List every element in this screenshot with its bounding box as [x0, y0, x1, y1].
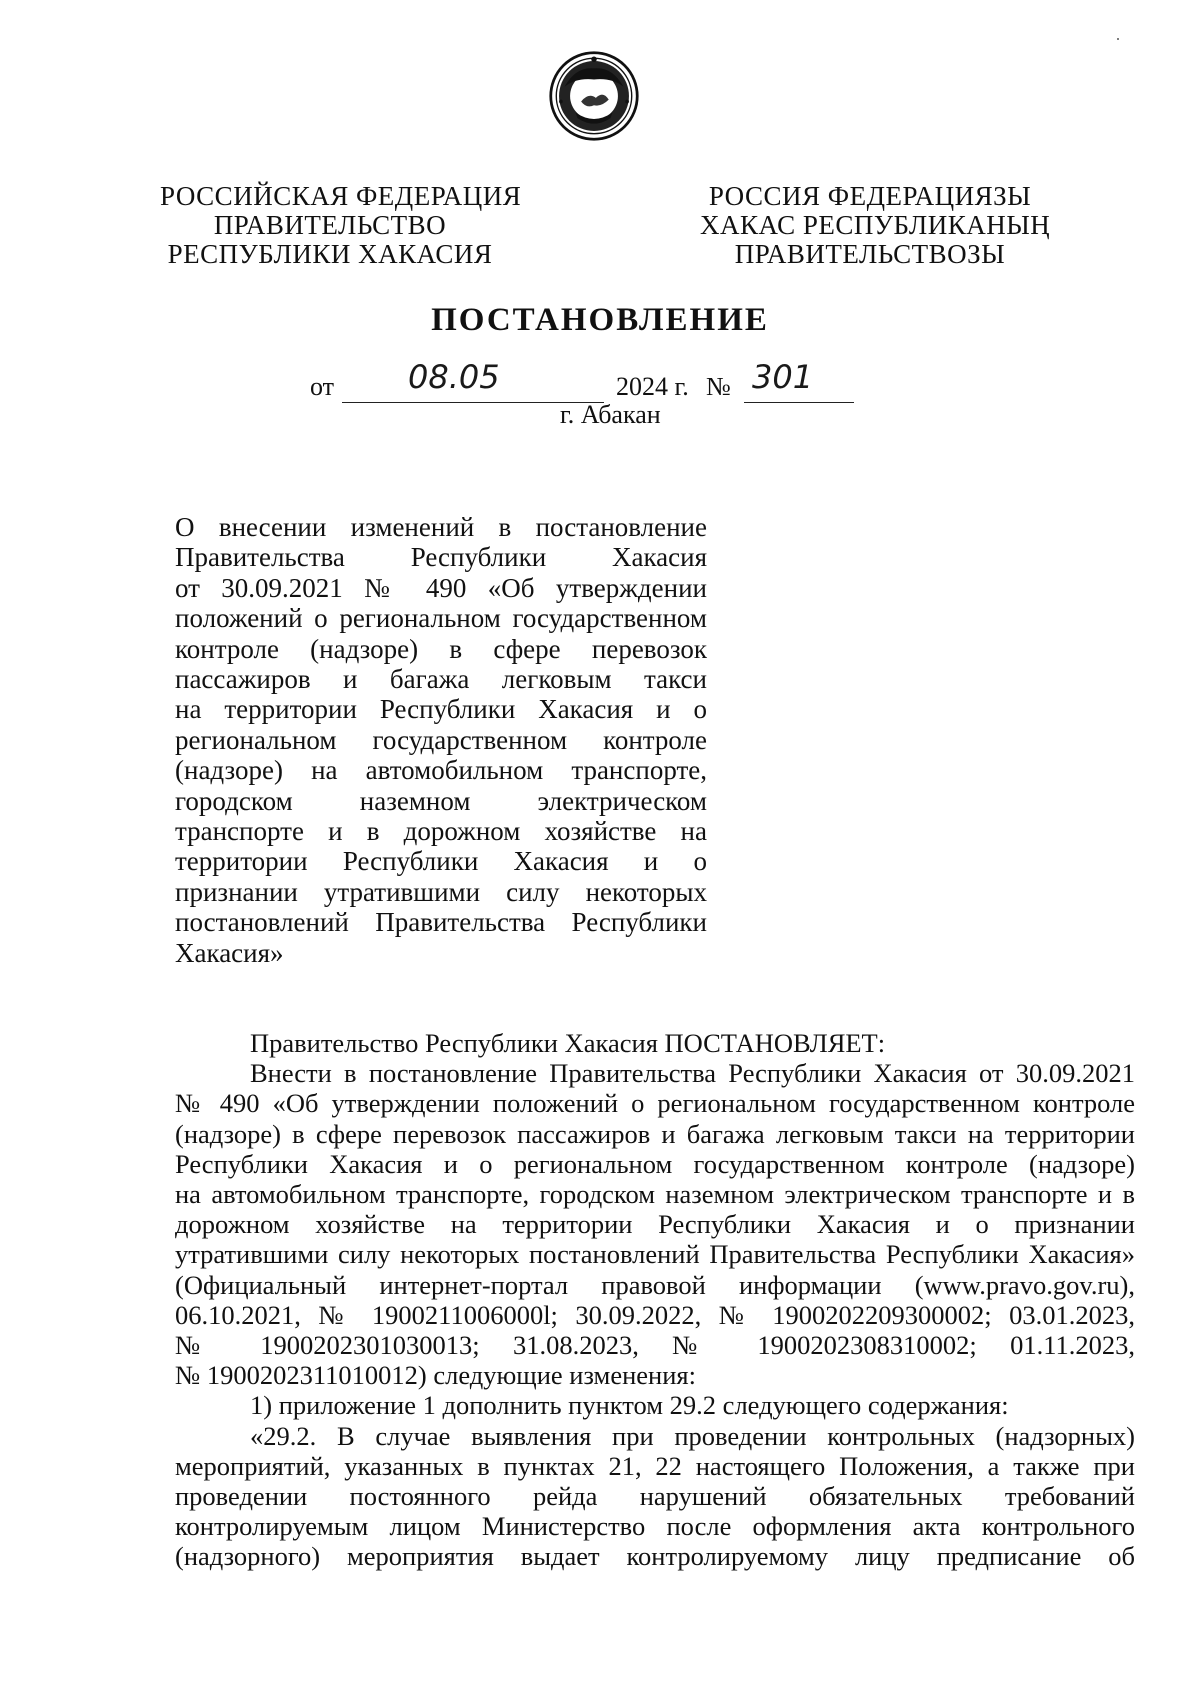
- number-label: №: [706, 372, 731, 401]
- document-title: ПОСТАНОВЛЕНИЕ: [431, 302, 769, 338]
- body-line: № 1900202301030013; 31.08.2023, № 1900202308310002; 01.11.2023,: [175, 1330, 1135, 1361]
- subject-line: О внесении изменений в постановление: [175, 512, 707, 542]
- body-line: (надзоре) в сфере перевозок пассажиров и багажа легковым такси на территории: [175, 1118, 1135, 1149]
- body-line: 1) приложение 1 дополнить пунктом 29.2 следующего содержания:: [250, 1390, 1009, 1421]
- body-line: на автомобильном транспорте, городском наземном электрическом транспорте и в: [175, 1179, 1135, 1210]
- scan-speck: [1117, 38, 1119, 40]
- subject-line: на территории Республики Хакасия и о: [175, 694, 707, 725]
- subject-line: от 30.09.2021 № 490 «Об утверждении: [175, 572, 707, 603]
- body-line: № 1900202311010012) следующие изменения:: [175, 1360, 696, 1391]
- header-left-line: РОССИЙСКАЯ ФЕДЕРАЦИЯ: [160, 181, 522, 211]
- body-line: Правительство Республики Хакасия ПОСТАНОВЛЯЕТ:: [250, 1028, 886, 1058]
- body-line: Внести в постановление Правительства Республики Хакасия от 30.09.2021: [250, 1058, 1135, 1089]
- subject-line: положений о региональном государственном: [175, 603, 707, 634]
- header-right-line: РОССИЯ ФЕДЕРАЦИЯЗЫ: [708, 181, 1032, 211]
- subject-line: городском наземном электрическом: [175, 785, 707, 816]
- header-right: [700, 181, 1051, 269]
- subject-line: региональном государственном контроле: [175, 724, 707, 755]
- body-line: 06.10.2021, № 1900211006000l; 30.09.2022, № 1900202209300002; 03.01.2023,: [175, 1299, 1135, 1330]
- subject-line: контроле (надзоре) в сфере перевозок: [175, 633, 707, 664]
- handwritten-number: 301: [752, 358, 814, 396]
- date-year: 2024 г.: [616, 372, 689, 401]
- body-line: проведении постоянного рейда нарушений обязательных требований: [175, 1481, 1135, 1512]
- date-prefix: от: [310, 372, 335, 401]
- subject-line: транспорте и в дорожном хозяйстве на: [175, 816, 707, 847]
- city: г. Абакан: [560, 400, 661, 429]
- subject-line: признании утратившими силу некоторых: [175, 876, 707, 907]
- handwritten-date: 08.05: [408, 358, 500, 396]
- header-left-line: ПРАВИТЕЛЬСТВО: [213, 210, 447, 240]
- header-left: [160, 181, 522, 269]
- subject-line: постановлений Правительства Республики: [175, 907, 707, 938]
- body-line: «29.2. В случае выявления при проведении контрольных (надзорных): [250, 1420, 1135, 1451]
- subject-line: Правительства Республики Хакасия: [175, 542, 707, 573]
- body-line: (Официальный интернет-портал правовой информации (www.pravo.gov.ru),: [175, 1269, 1135, 1300]
- header-left-line: РЕСПУБЛИКИ ХАКАСИЯ: [167, 239, 493, 269]
- body-line: утратившими силу некоторых постановлений Правительства Республики Хакасия»: [175, 1239, 1135, 1270]
- body-line: мероприятий, указанных в пунктах 21, 22 настоящего Положения, а также при: [175, 1450, 1135, 1481]
- body-line: № 490 «Об утверждении положений о региональном государственном контроле: [175, 1088, 1135, 1119]
- subject-line: Хакасия»: [175, 937, 284, 968]
- subject-block: [175, 512, 707, 968]
- header-right-line: ХАКАС РЕСПУБЛИКАНЫҢ: [700, 210, 1051, 240]
- header-right-line: ПРАВИТЕЛЬСТВОЗЫ: [734, 239, 1006, 269]
- body-line: контролируемым лицом Министерство после оформления акта контрольного: [175, 1511, 1135, 1542]
- number-underline: [744, 402, 854, 403]
- body-line: Республики Хакасия и о региональном государственном контроле (надзоре): [175, 1148, 1135, 1179]
- body-line: дорожном хозяйстве на территории Республики Хакасия и о признании: [175, 1209, 1135, 1240]
- subject-line: территории Республики Хакасия и о: [175, 846, 707, 877]
- subject-line: (надзоре) на автомобильном транспорте,: [175, 755, 707, 786]
- body-text: [175, 1028, 1135, 1572]
- body-line: (надзорного) мероприятия выдает контролируемому лицу предписание об: [175, 1541, 1135, 1572]
- subject-line: пассажиров и багажа легковым такси: [175, 664, 707, 695]
- coat-of-arms-emblem-icon: [548, 50, 640, 142]
